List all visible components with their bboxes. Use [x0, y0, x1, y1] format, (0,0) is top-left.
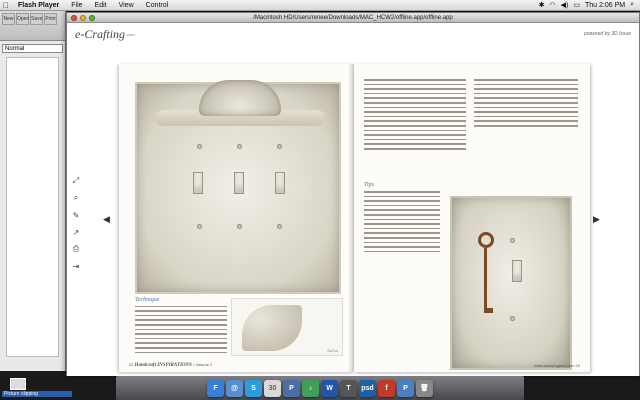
save-button[interactable]: Save [30, 13, 43, 25]
window-title: /Macintosh HD/Users/renee/Downloads/MAC_HCW2/offline.app/offline.app [253, 14, 453, 21]
toggle-switch [234, 172, 244, 194]
screw [510, 238, 515, 243]
footer-url: www.amazingtree.com [534, 363, 575, 368]
key-switch-plate-photo [450, 196, 575, 370]
plate-crest-ornament [199, 80, 281, 116]
open-button[interactable]: Open [16, 13, 29, 25]
flash-icon[interactable]: f [378, 380, 395, 397]
safari-icon[interactable]: S [245, 380, 262, 397]
right-page[interactable] [354, 64, 590, 372]
powered-by-label[interactable]: powered by 3D Issue [584, 31, 631, 37]
screw [277, 224, 282, 229]
screw [197, 144, 202, 149]
menu-extras [539, 1, 640, 9]
right-text-column-2 [474, 76, 578, 130]
preview-icon[interactable]: P [397, 380, 414, 397]
logo-suffix: .com [126, 31, 135, 37]
screw [277, 144, 282, 149]
menu-control[interactable]: Control [145, 1, 169, 9]
volume-icon[interactable]: ◀) [560, 2, 569, 9]
new-button[interactable]: New [2, 13, 15, 25]
itunes-icon[interactable]: ♪ [302, 380, 319, 397]
flash-player-window [66, 12, 640, 376]
window-titlebar[interactable] [67, 13, 639, 23]
background-document-window[interactable] [0, 11, 66, 371]
desktop-file[interactable] [2, 378, 72, 400]
triple-switch-plate-photo [135, 82, 341, 294]
technique-text-column [135, 298, 227, 356]
right-page-footer [534, 363, 580, 368]
left-page-footer [129, 362, 212, 368]
ecrafting-logo[interactable]: e-Crafting [75, 26, 125, 41]
print-button[interactable]: Print [44, 13, 57, 25]
document-page[interactable] [6, 57, 59, 357]
timemachine-icon[interactable]: T [340, 380, 357, 397]
style-select[interactable]: Normal [2, 44, 63, 53]
next-page-arrow[interactable]: ▶ [593, 214, 600, 224]
menu-bar [0, 0, 640, 11]
detail-plate-photo [231, 298, 343, 356]
technique-heading: Technique [135, 297, 160, 303]
left-page-number: 22 [129, 362, 134, 367]
finder-icon[interactable]: F [207, 380, 224, 397]
ical-icon[interactable]: 30 [264, 380, 281, 397]
previous-page-arrow[interactable]: ◀ [103, 214, 110, 224]
dock [116, 376, 524, 400]
tips-heading: Tips [364, 182, 375, 188]
menu-app-name[interactable]: Flash Player [18, 1, 60, 9]
toggle-switch [193, 172, 203, 194]
magazine-viewer [67, 46, 639, 376]
wifi-icon[interactable]: ◠ [549, 2, 556, 9]
corner-ornament-detail [242, 305, 302, 351]
magazine-brand: Handcraft INSPIRATIONS [134, 363, 192, 368]
trash-icon[interactable]: 🗑 [416, 380, 433, 397]
tips-box [364, 182, 440, 255]
menu-file[interactable]: File [71, 1, 83, 9]
apple-icon[interactable] [0, 1, 12, 10]
menu-view[interactable]: View [118, 1, 134, 9]
word-icon[interactable]: W [321, 380, 338, 397]
right-page-number: 23 [575, 363, 580, 368]
desktop-file-label: Picture clipping [2, 391, 72, 397]
photo-caption: Sol Lin [327, 349, 338, 353]
expand-icon[interactable]: ⤢ [72, 176, 80, 185]
viewer-header [67, 23, 639, 45]
battery-icon[interactable]: ▭ [573, 2, 580, 9]
mail-icon[interactable]: @ [226, 380, 243, 397]
picture-clipping-icon [10, 378, 26, 390]
toggle-switch [275, 172, 285, 194]
screw [237, 144, 242, 149]
bluetooth-icon[interactable]: ✱ [538, 2, 545, 9]
spotlight-icon[interactable]: ⌕ [630, 1, 634, 8]
antique-key [478, 232, 496, 322]
document-toolbar [0, 11, 65, 41]
left-page[interactable] [119, 64, 354, 372]
photoshop-icon[interactable]: psd [359, 380, 376, 397]
print-icon[interactable]: ⎙ [72, 244, 80, 253]
right-text-column-1 [364, 76, 466, 153]
pin-icon[interactable]: ✎ [72, 210, 80, 220]
viewer-tools [71, 176, 81, 271]
zoom-icon[interactable]: ⌕ [73, 193, 79, 202]
menu-clock[interactable]: Thu 2:06 PM [585, 1, 626, 9]
tips-list [364, 191, 440, 252]
menu-edit[interactable]: Edit [94, 1, 107, 9]
screw [237, 224, 242, 229]
screw [197, 224, 202, 229]
screw [510, 316, 515, 321]
share-icon[interactable]: ↗ [72, 227, 80, 237]
iphoto-icon[interactable]: P [283, 380, 300, 397]
toggle-switch [512, 260, 522, 282]
exit-icon[interactable]: ⇥ [72, 261, 80, 271]
volume-label: • Volume 2 [193, 362, 213, 367]
